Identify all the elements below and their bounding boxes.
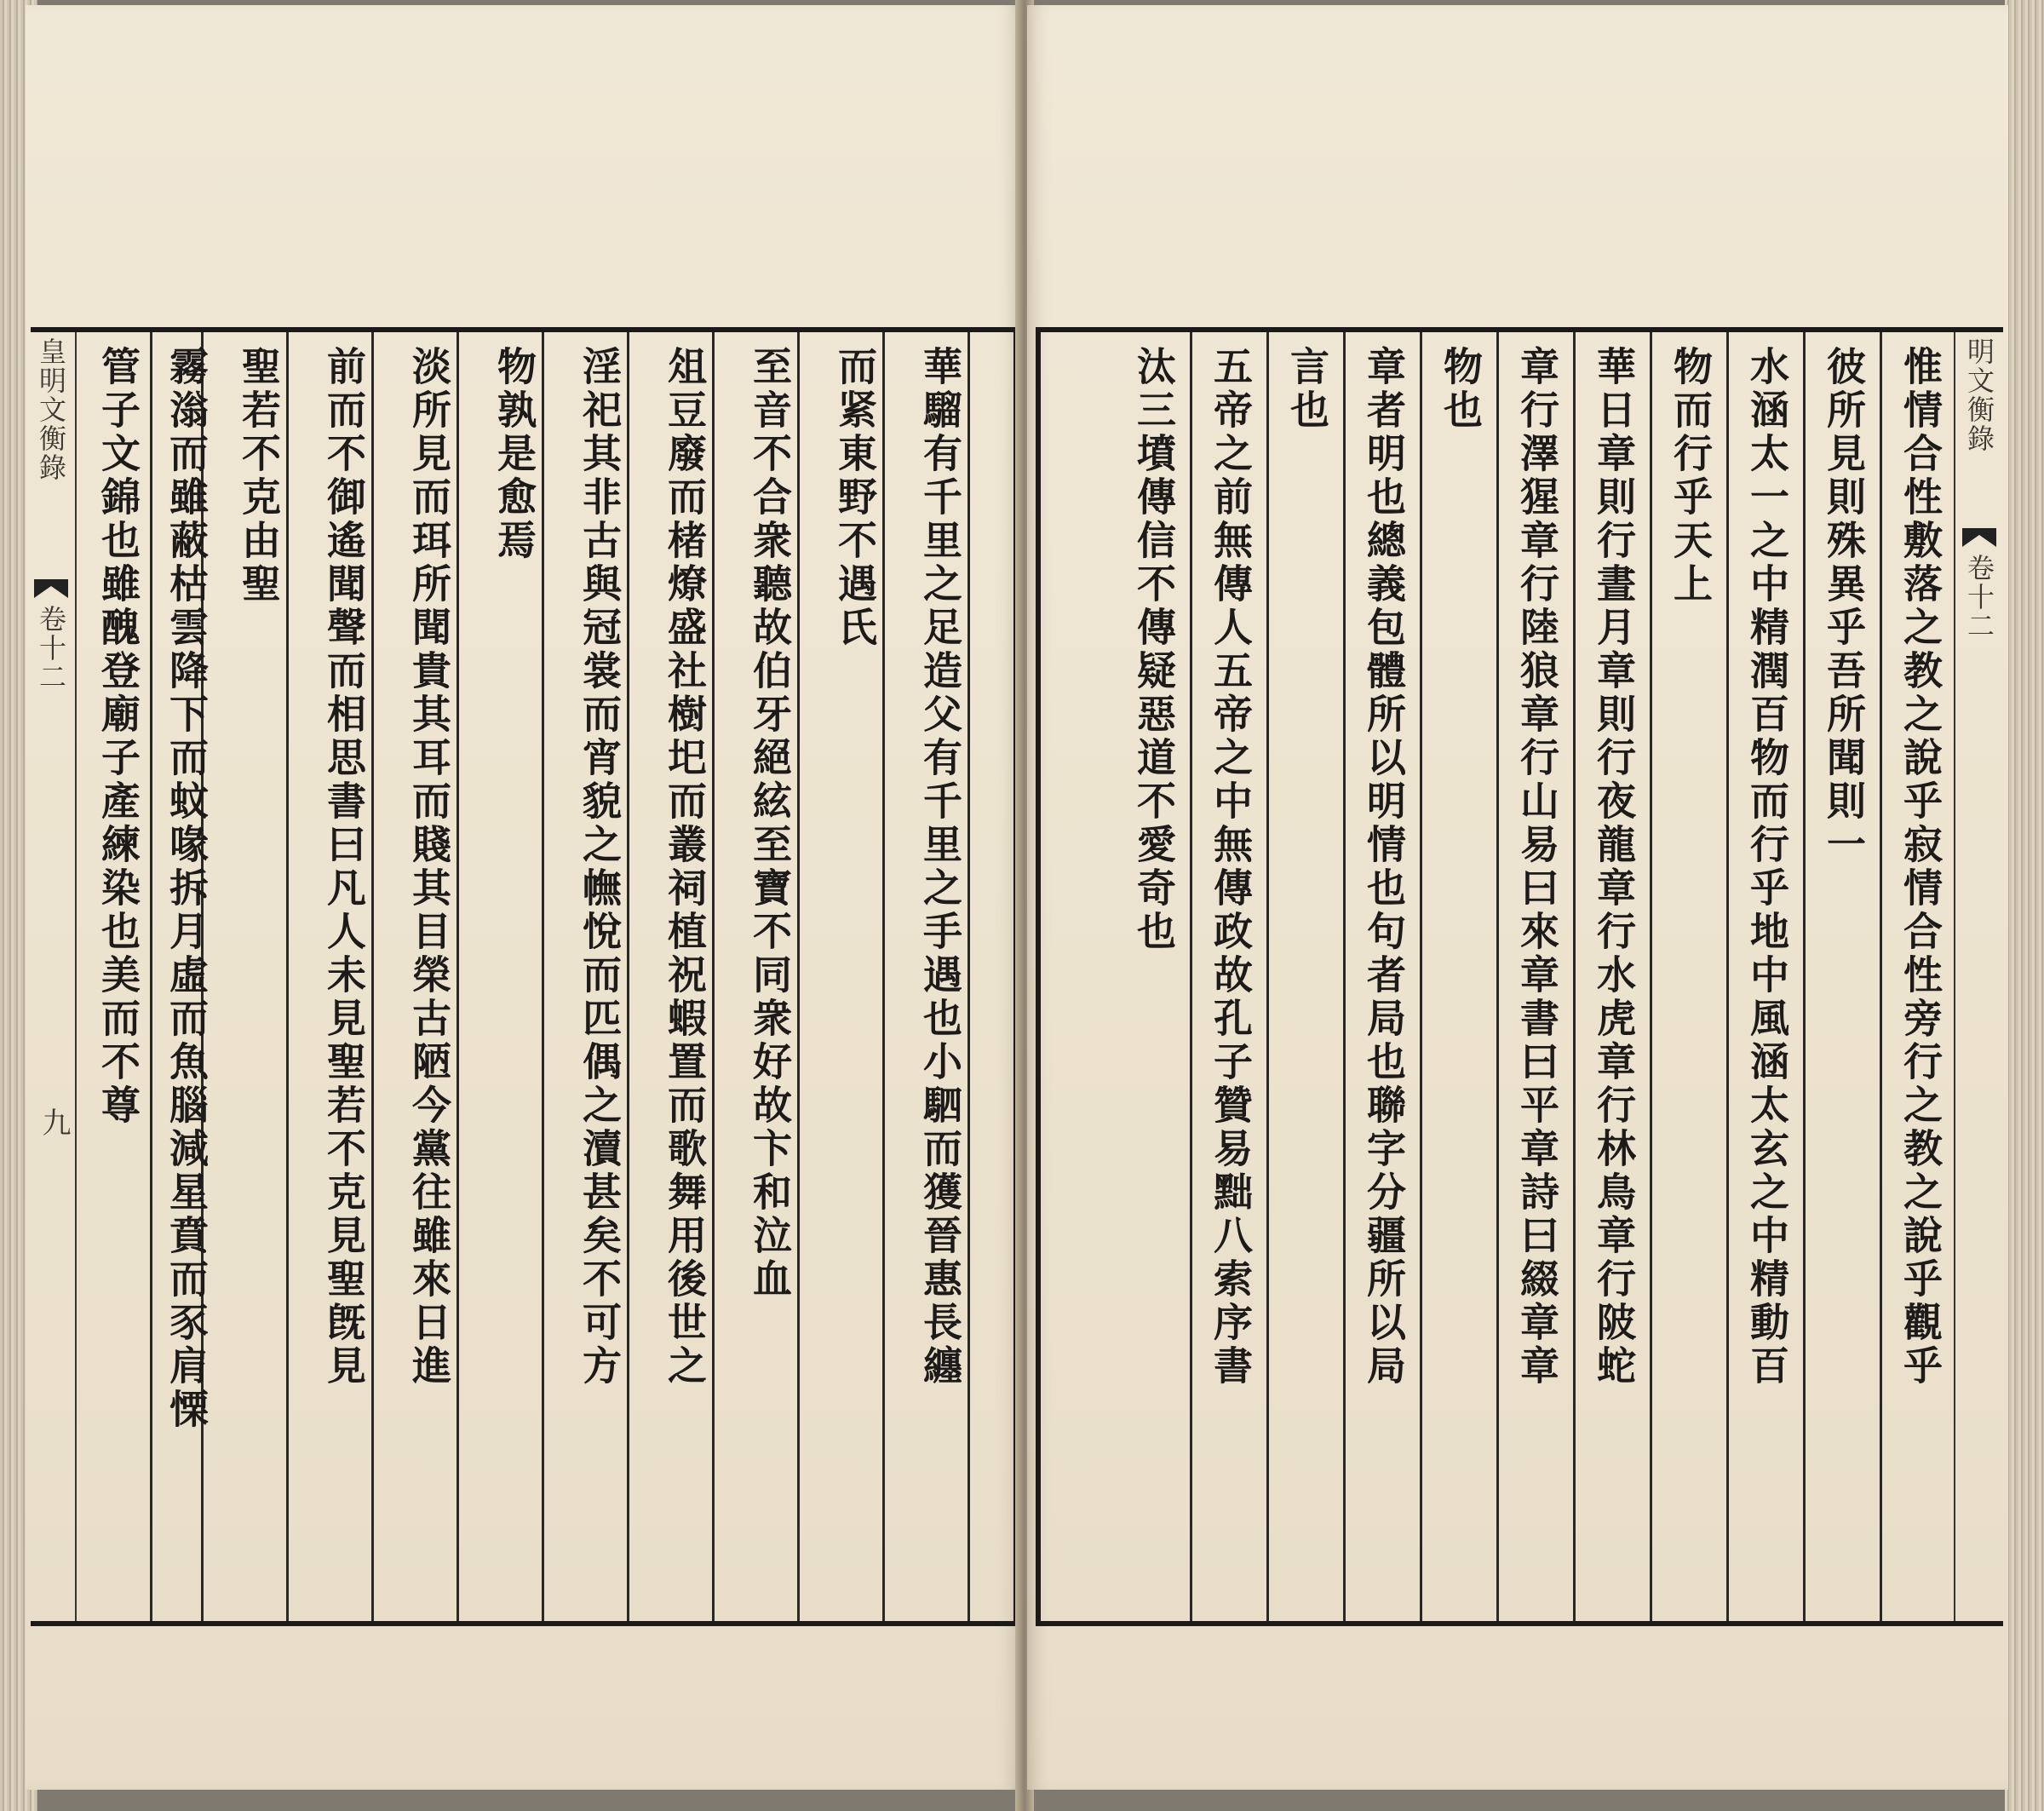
right-margin-title: 明文衡錄 bbox=[1963, 337, 1995, 453]
column-rule bbox=[1726, 332, 1729, 1621]
right-column-7: 物也 bbox=[1438, 346, 1484, 433]
right-column-1: 惟情合性敷落之教之說乎寂情合性旁行之教之說乎觀乎 bbox=[1898, 346, 1944, 1388]
column-rule bbox=[1190, 332, 1192, 1621]
column-rule bbox=[286, 332, 289, 1621]
right-column-11: 汰三墳傳信不傳疑惡道不愛奇也 bbox=[1131, 346, 1177, 954]
left-margin-volume: 卷十二 bbox=[35, 605, 67, 692]
column-rule bbox=[150, 332, 152, 1621]
column-rule bbox=[797, 332, 800, 1621]
right-page bbox=[1027, 5, 2008, 1790]
column-rule bbox=[627, 332, 629, 1621]
left-column-11: 管子文錦也雖醜登廟子產練染也美而不尊 bbox=[95, 346, 141, 1128]
column-rule bbox=[1650, 332, 1652, 1621]
column-rule bbox=[1573, 332, 1576, 1621]
right-margin-volume: 卷十二 bbox=[1963, 554, 1995, 641]
right-margin-column bbox=[1954, 332, 2001, 1621]
column-rule bbox=[882, 332, 885, 1621]
left-column-7: 淡所見而珥所聞貴其耳而賤其目榮古陋今黨往雖來日進 bbox=[406, 346, 452, 1388]
right-column-5: 華日章則行晝月章則行夜龍章行水虎章行林鳥章行陂蛇 bbox=[1591, 346, 1637, 1388]
column-rule bbox=[1266, 332, 1269, 1621]
column-rule bbox=[967, 332, 970, 1621]
right-column-2: 彼所見則殊異乎吾所聞則一 bbox=[1821, 346, 1867, 867]
right-column-9: 言也 bbox=[1284, 346, 1330, 433]
left-margin-column bbox=[29, 332, 77, 1621]
left-column-1: 華騮有千里之足造父有千里之手遇也小駟而獲晉惠長纏 bbox=[917, 346, 963, 1388]
column-rule bbox=[1803, 332, 1806, 1621]
left-column-6: 物孰是愈焉 bbox=[491, 346, 537, 563]
fishtail-icon bbox=[34, 579, 68, 598]
fishtail-icon bbox=[1962, 528, 1996, 547]
column-rule bbox=[371, 332, 374, 1621]
left-column-3: 至音不合衆聽故伯牙絕絃至寶不同衆好故卞和泣血 bbox=[747, 346, 793, 1302]
left-column-2: 而紧東野不遇氏 bbox=[832, 346, 878, 650]
page-stack-right-edge bbox=[2005, 0, 2044, 1811]
left-folio-number: 九 bbox=[37, 1107, 71, 1136]
right-text-frame bbox=[1036, 327, 2003, 1626]
column-rule bbox=[1420, 332, 1422, 1621]
left-column-10: 霧滃而雖蔽枯雲降下而蚊喙拆月虛而魚腦減星賁而豕肩慄 bbox=[164, 346, 210, 1432]
left-page bbox=[26, 5, 1020, 1790]
left-margin-title: 皇明文衡錄 bbox=[35, 337, 67, 482]
column-rule bbox=[1880, 332, 1882, 1621]
right-column-10: 五帝之前無傳人五帝之中無傳政故孔子贊易黜八索序書 bbox=[1208, 346, 1254, 1388]
right-column-4: 物而行乎天上 bbox=[1668, 346, 1714, 607]
column-rule bbox=[1496, 332, 1499, 1621]
column-rule bbox=[712, 332, 715, 1621]
left-column-5: 淫祀其非古與冠裳而宵貌之幠悅而匹偶之瀆甚矣不可方 bbox=[577, 346, 623, 1388]
right-column-6: 章行澤猩章行陸狼章行山易曰來章書曰平章詩曰綴章章 bbox=[1514, 346, 1560, 1388]
left-column-8: 前而不御遙聞聲而相思書曰凡人未見聖若不克見聖旣見 bbox=[321, 346, 367, 1388]
right-column-3: 水涵太一之中精潤百物而行乎地中風涵太玄之中精動百 bbox=[1744, 346, 1790, 1388]
column-rule bbox=[542, 332, 544, 1621]
right-column-8: 章者明也總義包體所以明情也句者局也聯字分疆所以局 bbox=[1361, 346, 1407, 1388]
column-rule bbox=[1343, 332, 1346, 1621]
left-column-9: 聖若不克由聖 bbox=[236, 346, 282, 607]
left-text-frame bbox=[31, 327, 1019, 1626]
left-column-4: 俎豆廢而楮燎盛社樹圯而叢祠植祝蝦置而歌舞用後世之 bbox=[662, 346, 708, 1388]
column-rule bbox=[456, 332, 459, 1621]
